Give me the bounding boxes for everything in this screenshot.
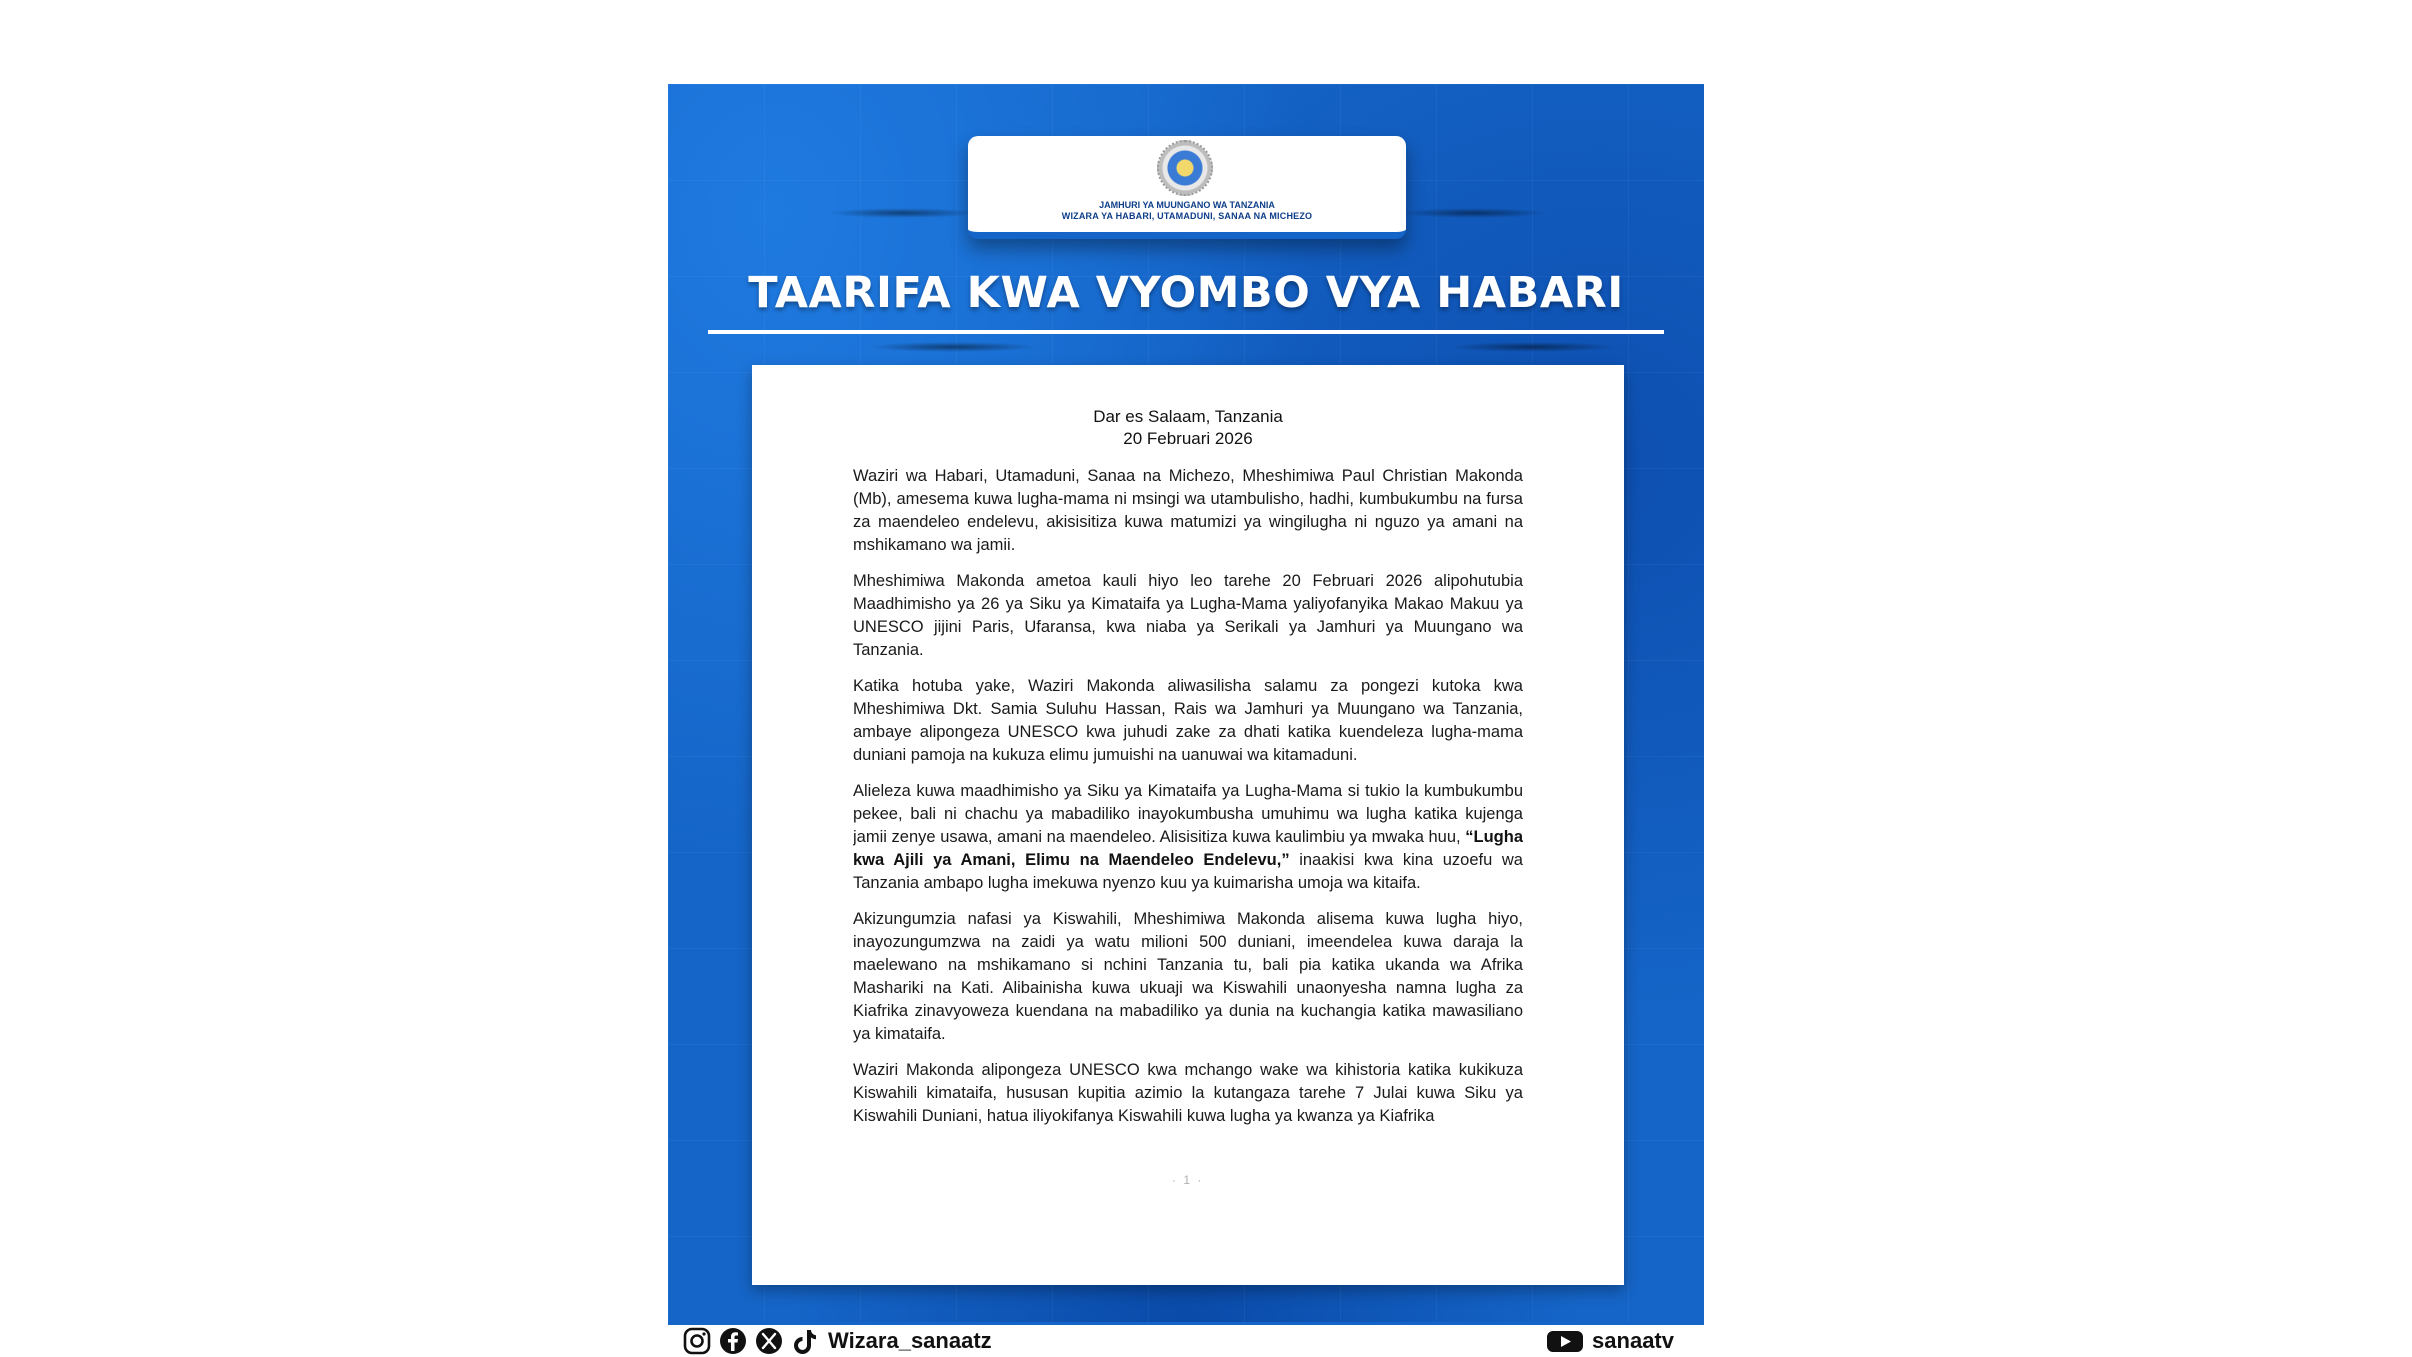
paragraph: Katika hotuba yake, Waziri Makonda aliwasilisha salamu za pongezi kutoka kwa Mheshimiwa Dkt. Samia Suluhu Hassan, Rais wa Jamhuri ya Muungano wa Tanzania, ambaye alipongeza UNESCO kwa juhudi zake za dhati katika kuendeleza lugha-mama duniani pamoja na kukuza elimu jumuishi na uanuwai wa kitamaduni. bbox=[853, 677, 1523, 764]
paragraph: Mheshimiwa Makonda ametoa kauli hiyo leo tarehe 20 Februari 2026 alipohutubia Maadhimisho ya 26 ya Siku ya Kimataifa ya Lugha-Mama yaliyofanyika Makao Makuu ya UNESCO jijini Paris, Ufaransa, kwa niaba ya Serikali ya Jamhuri ya Muungano wa Tanzania. bbox=[853, 572, 1523, 659]
document-date: 20 Februari 2026 bbox=[1123, 429, 1253, 448]
document-place: Dar es Salaam, Tanzania bbox=[1093, 407, 1283, 426]
youtube-icon[interactable] bbox=[1546, 1326, 1584, 1356]
decorative-shadow bbox=[868, 342, 1038, 352]
social-handle[interactable]: Wizara_sanaatz bbox=[828, 1328, 992, 1353]
decorative-shadow bbox=[1448, 342, 1618, 352]
x-icon[interactable] bbox=[754, 1326, 784, 1356]
page-number: · 1 · bbox=[1172, 1173, 1204, 1187]
ministry-name: WIZARA YA HABARI, UTAMADUNI, SANAA NA MICHEZO bbox=[1061, 211, 1313, 221]
republic-name: JAMHURI YA MUUNGANO WA TANZANIA bbox=[1099, 200, 1275, 210]
paragraph: Waziri Makonda alipongeza UNESCO kwa mchango wake wa kihistoria katika kukikuza Kiswahili kimataifa, hususan kupitia azimio la kutangaza tarehe 7 Julai kuwa Siku ya Kiswahili Duniani, hatua iliyokifanya Kiswahili kuwa lugha ya kwanza ya Kiafrika bbox=[853, 1061, 1523, 1125]
paragraph: Waziri wa Habari, Utamaduni, Sanaa na Michezo, Mheshimiwa Paul Christian Makonda (Mb), amesema kuwa lugha-mama ni msingi wa utambulisho, hadhi, kumbukumbu na fursa za maendeleo endelevu, akisisitiza kuwa matumizi ya wingilugha ni nguzo ya amani na mshikamano wa jamii. bbox=[853, 467, 1523, 554]
paragraph: Akizungumzia nafasi ya Kiswahili, Mheshimiwa Makonda alisema kuwa lugha hiyo, inayozungumzwa na zaidi ya watu milioni 500 duniani, imeendelea kuwa daraja la maelewano na mshikamano si nchini Tanzania tu, bali pia katika ukanda wa Afrika Mashariki na Kati. Alibainisha kuwa ukuaji wa Kiswahili unaonyesha namna lugha za Kiafrika zinavyoweza kuendana na mabadiliko ya dunia na kuchangia katika mawasiliano ya kimataifa. bbox=[853, 910, 1523, 1043]
paragraph bbox=[853, 780, 1523, 895]
press-release-poster bbox=[668, 84, 1704, 1357]
instagram-icon[interactable] bbox=[682, 1326, 712, 1356]
social-links-right bbox=[1546, 1325, 1674, 1357]
tiktok-icon[interactable] bbox=[790, 1326, 820, 1356]
decorative-shadow bbox=[828, 208, 978, 218]
decorative-shadow bbox=[1398, 208, 1548, 218]
social-footer bbox=[668, 1322, 1704, 1357]
facebook-icon[interactable] bbox=[718, 1326, 748, 1356]
page-title: TAARIFA KWA VYOMBO VYA HABARI bbox=[748, 268, 1624, 318]
theme-quote: “Lugha kwa Ajili ya Amani, Elimu na Maendeleo Endelevu,” bbox=[853, 828, 1523, 869]
coat-of-arms-emblem bbox=[1157, 140, 1213, 196]
document-sheet bbox=[752, 365, 1624, 1285]
paragraph-text: Alieleza kuwa maadhimisho ya Siku ya Kimataifa ya Lugha-Mama si tukio la kumbukumbu pekee, bali ni chachu ya mabadiliko inayokumbusha umuhimu wa lugha katika kujenga jamii zenye usawa, amani na maendeleo. Alisisitiza kuwa kaulimbiu ya mwaka huu, bbox=[853, 782, 1523, 846]
social-links-left bbox=[682, 1325, 992, 1357]
document-body bbox=[853, 465, 1523, 1165]
ministry-header-card bbox=[968, 136, 1406, 239]
title-divider bbox=[708, 330, 1664, 334]
youtube-handle[interactable]: sanaatv bbox=[1592, 1328, 1674, 1353]
paragraph-text: inaakisi kwa kina uzoefu wa Tanzania ambapo lugha imekuwa nyenzo kuu ya kuimarisha umoja wa kitaifa. bbox=[853, 851, 1523, 892]
